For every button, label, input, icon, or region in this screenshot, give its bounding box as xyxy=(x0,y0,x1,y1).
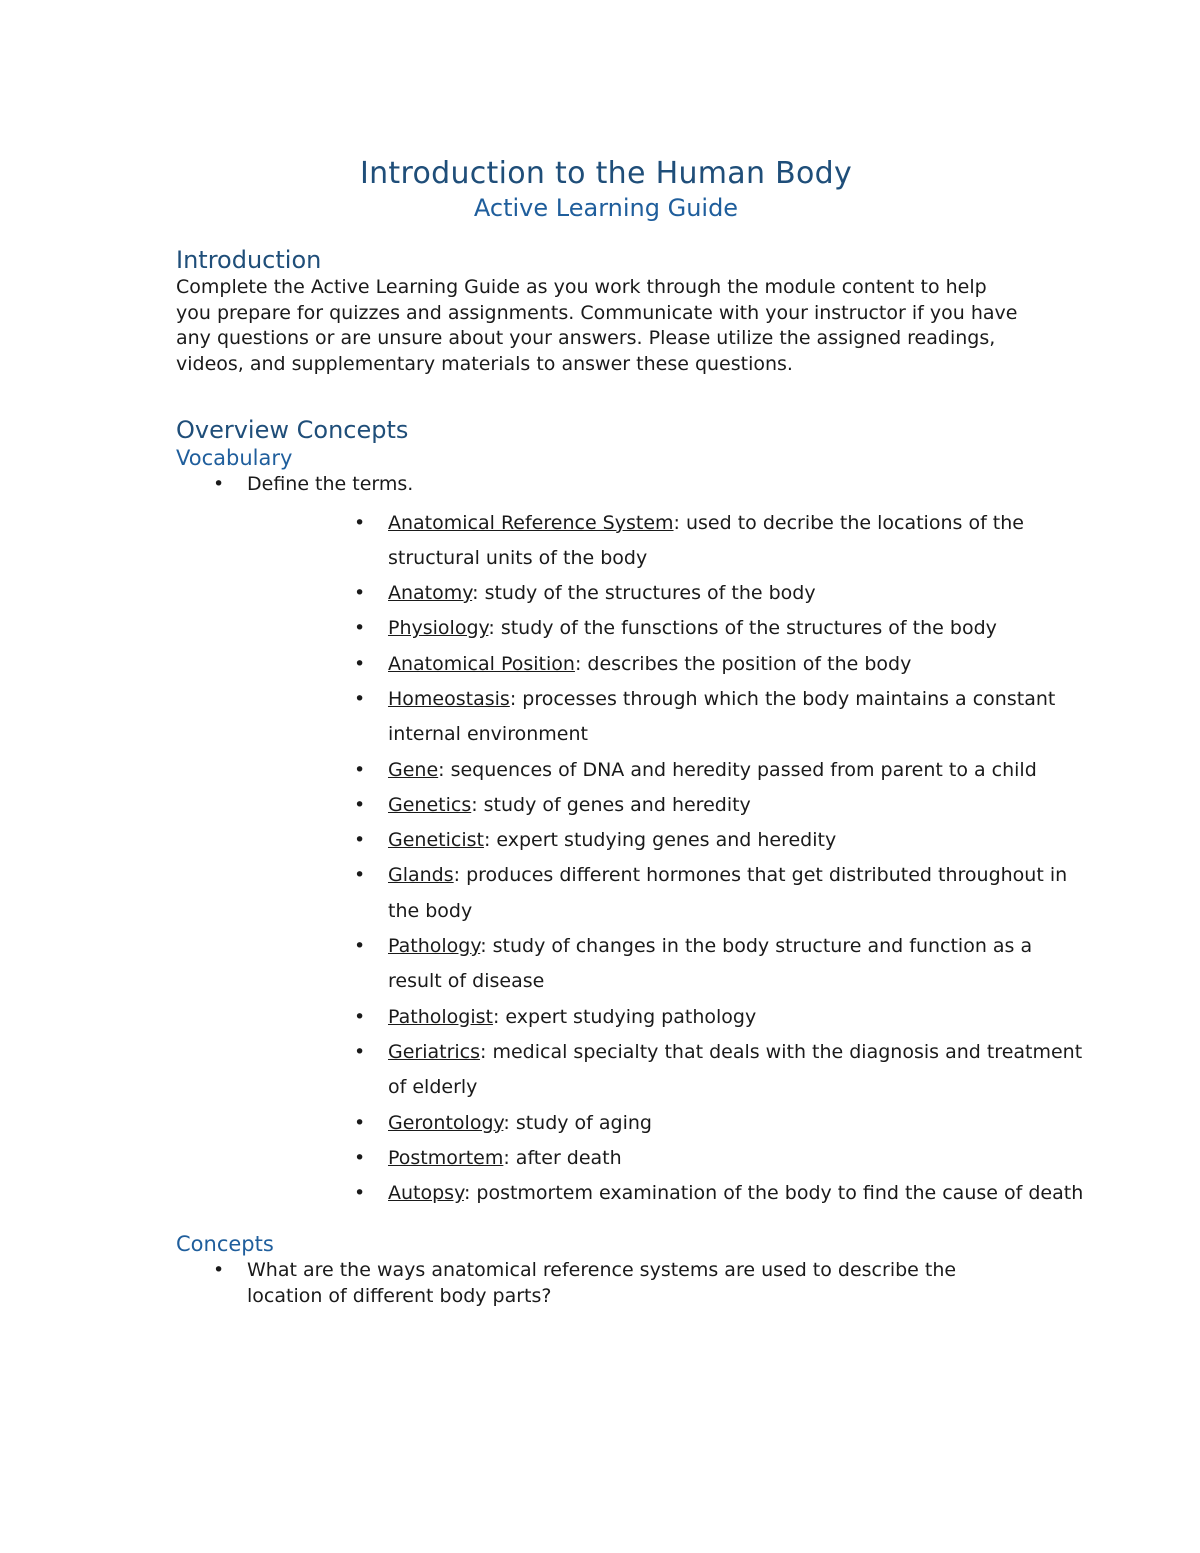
term-item xyxy=(247,1141,1088,1176)
term-item xyxy=(247,1035,1088,1106)
introduction-text: Complete the Active Learning Guide as you work through the module content to help you prepare for quizzes and assignments. Communicate with your instructor if you have any questions or are unsure about your answers. Please utilize the assigned readings, videos, and supplementary materials to answer these questions. xyxy=(176,276,1018,375)
term-name: Homeostasis xyxy=(388,687,510,710)
term-item xyxy=(247,823,1088,858)
term-item xyxy=(247,1106,1088,1141)
document-subtitle: Active Learning Guide xyxy=(473,194,739,222)
term-item xyxy=(247,647,1088,682)
term-name: Glands xyxy=(388,864,454,887)
list-item xyxy=(176,472,1084,1211)
term-name: Geriatrics xyxy=(388,1040,481,1063)
term-item xyxy=(247,611,1088,646)
term-name: Geneticist xyxy=(388,829,484,852)
bullet-icon: • xyxy=(354,1182,366,1205)
terms-list xyxy=(247,506,1084,1212)
term-definition: : expert studying genes and heredity xyxy=(483,829,837,852)
bullet-icon: • xyxy=(354,829,366,852)
term-name: Anatomy xyxy=(388,582,473,605)
term-definition: : study of the funsctions of the structures of the body xyxy=(488,617,997,640)
term-name: Anatomical Position xyxy=(388,652,575,675)
term-item xyxy=(247,1000,1088,1035)
bullet-icon: • xyxy=(354,1040,366,1063)
bullet-icon: • xyxy=(213,1259,225,1282)
term-name: Physiology xyxy=(388,617,489,640)
term-definition: : study of the structures of the body xyxy=(472,582,816,605)
bullet-icon: • xyxy=(354,1005,366,1028)
term-definition: : expert studying pathology xyxy=(492,1005,757,1028)
term-definition: : processes through which the body maintains a constant internal environment xyxy=(388,687,1056,746)
term-item xyxy=(247,1176,1088,1211)
bullet-icon: • xyxy=(354,511,366,534)
term-definition: : postmortem examination of the body to find the cause of death xyxy=(463,1182,1084,1205)
term-name: Pathology xyxy=(388,935,481,958)
term-item xyxy=(247,753,1088,788)
overview-heading: Overview Concepts xyxy=(176,416,409,444)
term-name: Anatomical Reference System xyxy=(388,511,674,534)
vocabulary-list xyxy=(176,472,1084,1211)
bullet-icon: • xyxy=(354,864,366,887)
term-name: Gerontology xyxy=(388,1111,504,1134)
vocabulary-prompt: Define the terms. xyxy=(247,473,414,495)
question-text: What are the ways anatomical reference systems are used to describe the location of different body parts? xyxy=(247,1259,957,1307)
bullet-icon: • xyxy=(354,1111,366,1134)
bullet-icon: • xyxy=(213,473,225,495)
term-name: Genetics xyxy=(388,793,472,816)
term-item xyxy=(247,858,1088,929)
bullet-icon: • xyxy=(354,935,366,958)
term-name: Postmortem xyxy=(388,1146,504,1169)
term-definition: : study of aging xyxy=(503,1111,652,1134)
document-title: Introduction to the Human Body xyxy=(359,156,853,191)
term-item xyxy=(247,788,1088,823)
term-name: Autopsy xyxy=(388,1182,464,1205)
bullet-icon: • xyxy=(354,582,366,605)
vocabulary-heading: Vocabulary xyxy=(176,446,293,470)
term-definition: : used to decribe the locations of the structural units of the body xyxy=(388,511,1024,569)
term-definition: : medical specialty that deals with the diagnosis and treatment of elderly xyxy=(388,1040,1083,1099)
bullet-icon: • xyxy=(354,652,366,675)
bullet-icon: • xyxy=(354,617,366,640)
term-item xyxy=(247,929,1088,1000)
document-page xyxy=(176,155,1084,1309)
term-item xyxy=(247,576,1088,611)
introduction-heading: Introduction xyxy=(176,246,322,274)
term-definition: : after death xyxy=(503,1146,622,1169)
term-definition: : describes the position of the body xyxy=(574,652,912,675)
term-definition: : study of genes and heredity xyxy=(471,793,751,816)
concept-question xyxy=(176,1258,1036,1309)
term-name: Pathologist xyxy=(388,1005,493,1028)
term-definition: : sequences of DNA and heredity passed from parent to a child xyxy=(438,758,1037,781)
term-name: Gene xyxy=(388,758,439,781)
bullet-icon: • xyxy=(354,758,366,781)
term-definition: : study of changes in the body structure and function as a result of disease xyxy=(388,935,1033,993)
term-definition: : produces different hormones that get distributed throughout in the body xyxy=(388,864,1068,922)
bullet-icon: • xyxy=(354,687,366,710)
concepts-list xyxy=(176,1258,1036,1309)
term-item xyxy=(247,506,1088,577)
bullet-icon: • xyxy=(354,793,366,816)
concepts-heading: Concepts xyxy=(176,1232,274,1257)
bullet-icon: • xyxy=(354,1146,366,1169)
term-item xyxy=(247,682,1088,753)
